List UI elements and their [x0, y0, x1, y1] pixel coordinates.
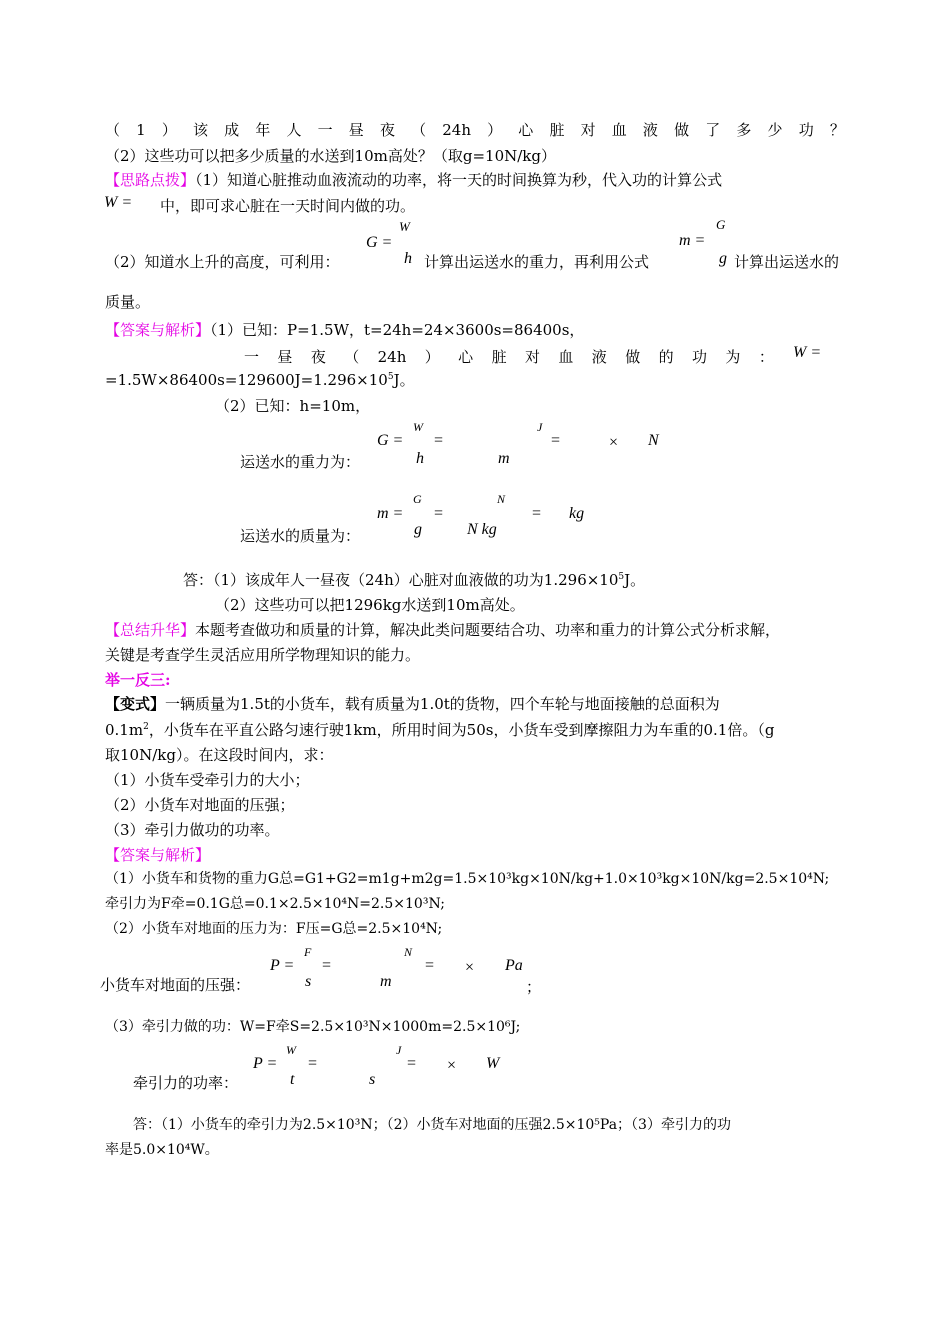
- answer-line-2-char: 血: [558, 348, 574, 366]
- mass-kg: kg: [569, 505, 585, 522]
- mass-eq1: =: [434, 505, 444, 522]
- answer2-tag: 【答案与解析】: [105, 846, 211, 864]
- gravity-N: N: [648, 432, 659, 449]
- summary-tag: 【总结升华】: [105, 621, 196, 639]
- mass-g: g: [414, 521, 422, 538]
- question-1-char: 功: [798, 121, 814, 139]
- gravity-G-eq: G =: [377, 432, 404, 449]
- gravity-m: m: [498, 450, 510, 467]
- pressure-label: 小货车对地面的压强：: [100, 976, 251, 994]
- question-1-char: 少: [767, 121, 783, 139]
- question-1-char: （: [411, 121, 427, 139]
- mass-m-eq: m =: [377, 505, 404, 522]
- power-times: ×: [447, 1057, 457, 1074]
- hint-m-num: G: [716, 217, 726, 232]
- question-1-char: 昼: [348, 121, 364, 139]
- answer2-line-4: （3）牵引力做的功：W=F牵S=2.5×10³N×1000m=2.5×10⁶J;: [105, 1019, 521, 1035]
- question-1-char: 液: [642, 121, 658, 139]
- variant-question-1: （1）小货车受牵引力的大小；: [105, 771, 310, 789]
- hint-line-3b: 计算出运送水的重力，再利用公式: [424, 253, 650, 271]
- pressure-eq2: =: [425, 957, 435, 974]
- answer-line-2-char: 做: [625, 348, 641, 366]
- pressure-Pa: Pa: [505, 957, 523, 974]
- power-J: J: [396, 1043, 402, 1057]
- question-1-char: 做: [674, 121, 690, 139]
- hint-g-num: W: [399, 219, 410, 234]
- answer-conclusion-1: 答：（1）该成年人一昼夜（24h）心脏对血液做的功为$1.296\times 10^5J$。: [183, 571, 646, 589]
- question-1-char: 脏: [549, 121, 565, 139]
- power-s: s: [369, 1071, 376, 1088]
- answer-line-2-char: 脏: [491, 348, 507, 366]
- question-1: [105, 120, 845, 140]
- question-1-char: 了: [705, 121, 721, 139]
- pressure-eq1: =: [322, 957, 332, 974]
- answer-line-2: [244, 347, 774, 367]
- answer-line-4: （2）已知：h=10m，: [215, 397, 371, 415]
- question-1-char: 该: [193, 121, 209, 139]
- answer2-line-3: （2）小货车对地面的压力为：F压=G总=2.5×10⁴N;: [105, 921, 443, 937]
- power-Wunit: W: [486, 1055, 500, 1072]
- answer-line-2-char: 24h: [377, 348, 407, 366]
- question-1-char: ）: [161, 121, 177, 139]
- pressure-end: ；: [526, 978, 542, 996]
- answer-line-2-char: 功: [692, 348, 708, 366]
- answer-line-2-char: 为: [725, 348, 741, 366]
- answer-line-2-char: ：: [758, 348, 774, 366]
- hint-line-3c: 计算出运送水的: [734, 253, 840, 271]
- hint-tag: 【思路点拨】: [105, 171, 196, 189]
- hint-g-eq: G =: [366, 234, 393, 251]
- pressure-F: F: [304, 945, 312, 959]
- hint-line-4: 质量。: [105, 293, 151, 311]
- power-W: W: [286, 1043, 296, 1057]
- question-1-char: 夜: [379, 121, 395, 139]
- question-1-char: ？: [829, 121, 845, 139]
- final-answer-1: 答：（1）小货车的牵引力为2.5×10³N；（2）小货车对地面的压强2.5×10⁵Pa；（3）牵引力的功: [133, 1117, 731, 1133]
- mass-N: N: [497, 492, 506, 506]
- pressure-times: ×: [465, 959, 475, 976]
- question-2: （2）这些功可以把多少质量的水送到10m高处？（取g=10N/kg）: [105, 147, 556, 165]
- mass-G: G: [413, 492, 422, 506]
- answer-line-2-char: 的: [658, 348, 674, 366]
- summary-line-2: 关键是考查学生灵活应用所学物理知识的能力。: [105, 646, 421, 664]
- hint-line-3a: （2）知道水上升的高度，可利用：: [105, 253, 340, 271]
- question-1-char: 一: [317, 121, 333, 139]
- power-eq1: =: [308, 1055, 318, 1072]
- answer-line-2-char: （: [344, 348, 360, 366]
- power-t: t: [290, 1071, 295, 1088]
- question-1-char: 年: [255, 121, 271, 139]
- variant-question-2: （2）小货车对地面的压强；: [105, 796, 295, 814]
- answer-conclusion-2: （2）这些功可以把1296kg水送到10m高处。: [215, 596, 525, 614]
- answer2-line-1: （1）小货车和货物的重力G总=G1+G2=m1g+m2g=1.5×10³kg×10N/kg+1.0×10³kg×10N/kg=2.5×10⁴N;: [105, 871, 830, 887]
- practice-heading: 举一反三:: [105, 671, 171, 689]
- hint-m-den: g: [719, 250, 727, 267]
- question-1-char: 成: [224, 121, 240, 139]
- answer-tag: 【答案与解析】: [105, 321, 211, 339]
- pressure-m: m: [380, 973, 392, 990]
- answer-line-2-char: 心: [458, 348, 474, 366]
- answer2-line-2: 牵引力为F牵=0.1G总=0.1×2.5×10⁴N=2.5×10³N;: [105, 896, 445, 912]
- gravity-h: h: [416, 450, 424, 467]
- variant-tag: 【变式】: [105, 695, 166, 713]
- hint-line-2: 中，即可求心脏在一天时间内做的功。: [160, 197, 416, 215]
- variant-question-3: （3）牵引力做功的功率。: [105, 821, 280, 839]
- answer-line-2-char: 液: [591, 348, 607, 366]
- answer-line-2-char: ）: [424, 348, 440, 366]
- question-1-char: 对: [580, 121, 596, 139]
- question-1-char: 人: [286, 121, 302, 139]
- variant-line-1: 【变式】一辆质量为1.5t的小货车，载有质量为1.0t的货物，四个车轮与地面接触的总面积为: [105, 695, 720, 713]
- power-P-eq: P =: [253, 1055, 278, 1072]
- question-1-char: 心: [518, 121, 534, 139]
- hint-line-1: 【思路点拨】（1）知道心脏推动血液流动的功率，将一天的时间换算为秒，代入功的计算公式: [105, 171, 723, 189]
- hint-m-eq: m =: [679, 232, 706, 249]
- hint-g-den: h: [404, 250, 412, 267]
- question-1-char: ）: [487, 121, 503, 139]
- hint-work-formula: W =: [104, 194, 133, 211]
- power-label: 牵引力的功率：: [133, 1074, 239, 1092]
- pressure-s: s: [305, 973, 312, 990]
- question-1-char: 血: [611, 121, 627, 139]
- variant-line-3: 取10N/kg）。在这段时间内，求：: [105, 746, 334, 764]
- gravity-times: ×: [609, 434, 619, 451]
- summary-line-1: 【总结升华】本题考查做功和质量的计算，解决此类问题要结合功、功率和重力的计算公式分析求解，: [105, 621, 781, 639]
- answer-line-1: 【答案与解析】（1）已知：P=1.5W，t=24h=24×3600s=86400s，: [105, 321, 585, 339]
- gravity-label: 运送水的重力为：: [240, 453, 361, 471]
- gravity-J: J: [537, 420, 543, 434]
- mass-Nkg: N kg: [467, 521, 497, 538]
- variant-line-2: $0.1m^2$，小货车在平直公路匀速行驶1km，所用时间为50s，小货车受到摩擦阻力为车重的0.1倍。（g: [105, 721, 775, 739]
- gravity-eq2: =: [551, 432, 561, 449]
- answer-line-2-char: 夜: [310, 348, 326, 366]
- pressure-N: N: [404, 945, 413, 959]
- gravity-eq1: =: [434, 432, 444, 449]
- mass-eq2: =: [532, 505, 542, 522]
- answer-line-3: $=1.5W\times 86400s=129600J=1.296\times 10^5J$。: [105, 371, 415, 389]
- question-1-char: 24h: [442, 121, 471, 139]
- power-eq2: =: [407, 1055, 417, 1072]
- answer-line-2-char: 一: [244, 348, 260, 366]
- answer-line-2-char: 昼: [277, 348, 293, 366]
- answer-line-2-char: 对: [524, 348, 540, 366]
- pressure-P-eq: P =: [270, 957, 295, 974]
- gravity-W: W: [413, 420, 423, 434]
- question-1-char: （: [105, 121, 121, 139]
- answer-w-eq: W =: [793, 344, 822, 361]
- final-answer-2: 率是5.0×10⁴W。: [105, 1142, 219, 1158]
- mass-label: 运送水的质量为：: [240, 527, 361, 545]
- question-1-char: 1: [136, 121, 146, 139]
- question-1-char: 多: [736, 121, 752, 139]
